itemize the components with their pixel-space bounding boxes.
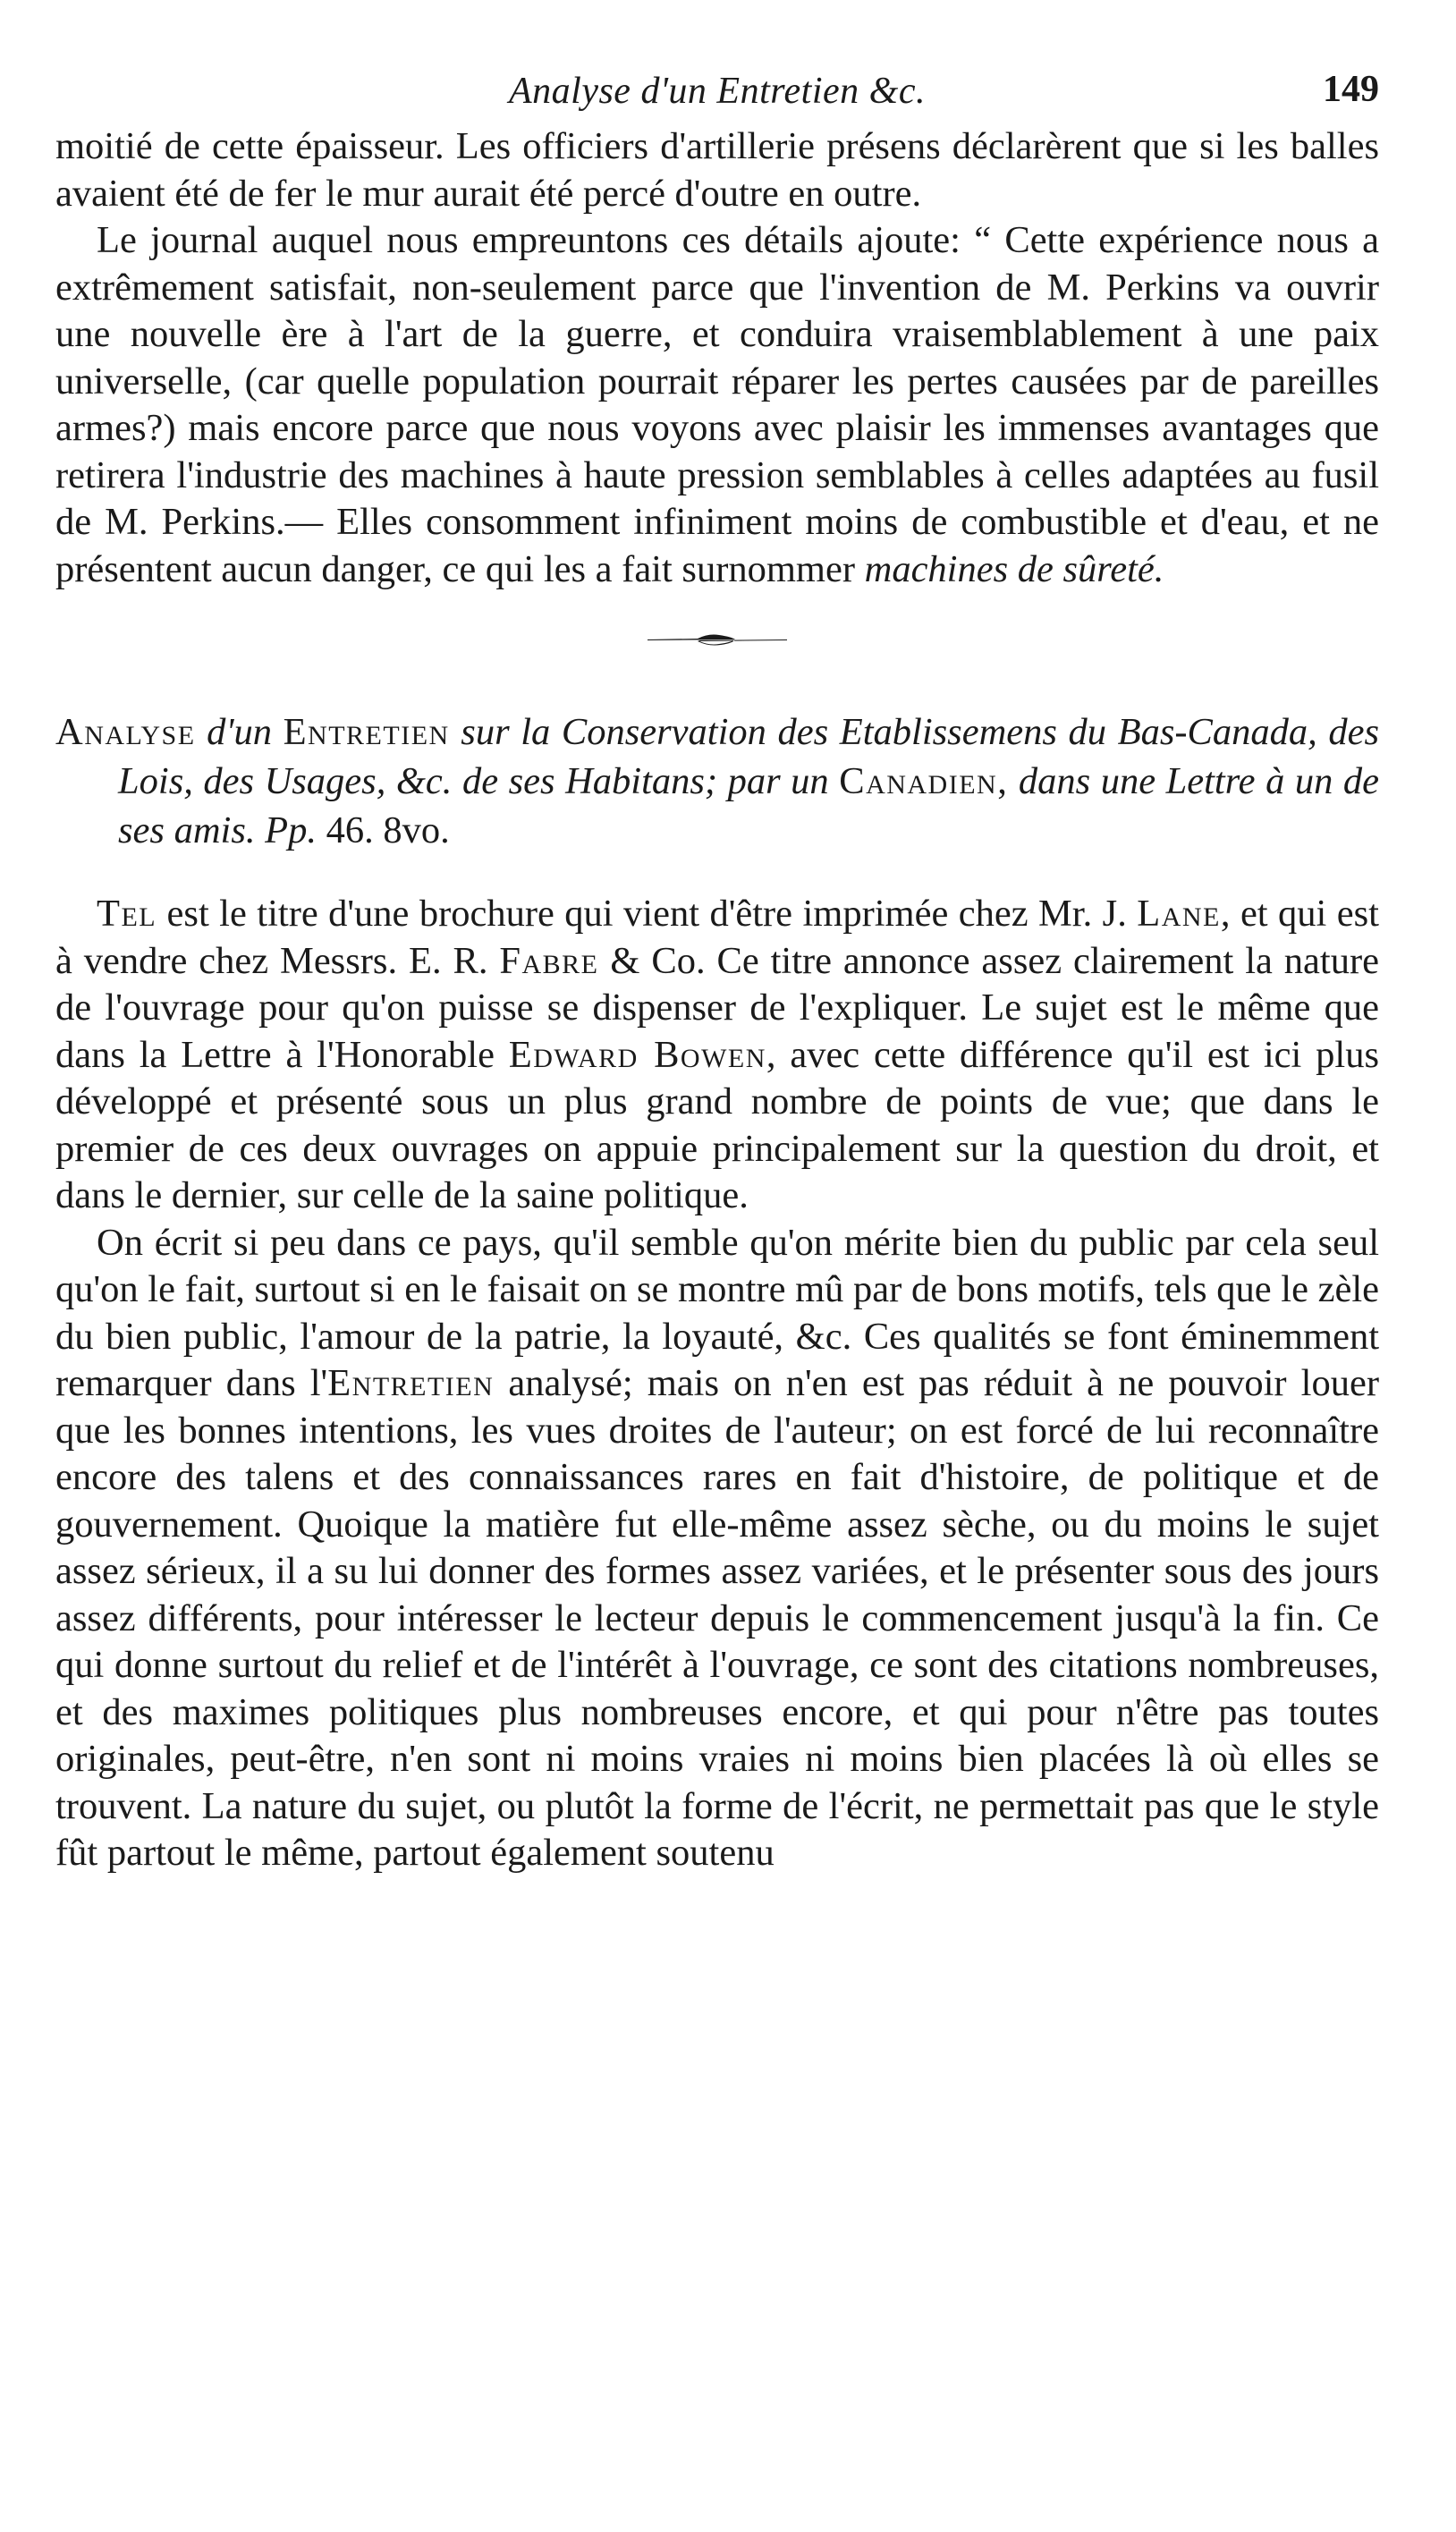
name-lane: Lane <box>1137 893 1221 935</box>
body-1-text-a: est le titre d'une brochure qui vient d'être imprimée chez Mr. J. <box>157 893 1138 935</box>
name-bowen: Edward Bowen <box>508 1033 766 1076</box>
heading-word-dun: d'un <box>207 711 272 753</box>
continuation-text: moitié de cette épaisseur. Les officiers d'artillerie présens déclarèrent que si les balles avaient été de fer le mur aurait été percé d'outre en outre. <box>55 125 1379 215</box>
body-2-text-a: On écrit si peu dans ce pays, qu'il semble qu'on mérite bien du public par cela seul qu'on le fait, surtout si en le faisait on se montre mû par de bons motifs, tels que le zèle du bien public, l'amour de la patrie, la loyauté, &c. Ces qualités se font éminemment remarquer dans l' <box>55 1221 1379 1404</box>
section-divider-ornament <box>646 631 789 648</box>
word-entretien: Entretien <box>327 1362 495 1404</box>
body-1-text-d: , avec cette différence qu'il est ici plus développé et présenté sous un plus grand nombre de points de vue; que dans le premier de ces deux ouvrages on appuie principalement sur la question du droit, et dans le dernier, sur celle de la saine politique. <box>55 1033 1379 1216</box>
quote-italic-end: machines de sûreté. <box>864 547 1164 590</box>
page-number: 149 <box>1323 69 1379 110</box>
body-1-text-b: , et qui est à vendre chez Messrs. E. R. <box>55 893 1379 982</box>
review-heading <box>55 707 1379 855</box>
lead-word: Tel <box>97 893 157 935</box>
heading-title-italic: sur la Conservation des Etablissemens du Bas-Canada, des Lois, des Usages, &c. de ses Habitans; par un <box>118 711 1380 802</box>
heading-pages-format: 46. 8vo. <box>326 809 450 851</box>
book-page <box>55 54 1379 1877</box>
body-paragraph-2 <box>55 1220 1379 1877</box>
name-fabre: Fabre <box>499 939 599 982</box>
running-header <box>55 54 1379 123</box>
body-2-text-b: analysé; mais on n'en est pas réduit à ne pouvoir louer que les bonnes intentions, les vues droites de l'auteur; on est forcé de lui reconnaître encore des talens et des connaissances rares en fait d'histoire, de politique et de gouvernement. Quoique la matière fut elle-même assez sèche, ou du moins le sujet assez sérieux, il a su lui donner des formes assez variées, et le présenter sous des jours assez différents, pour intéresser le lecteur depuis le commencement jusqu'à la fin. Ce qui donne surtout du relief et de l'intérêt à l'ouvrage, ce sont des citations nombreuses, et des maximes politiques plus nombreuses encore, et qui pour n'être pas toutes originales, peut-être, n'en sont ni moins vraies ni moins bien placées là où elles se trouvent. La nature du sujet, ou plutôt la forme de l'écrit, ne permettait pas que le style fût partout le même, partout également soutenu <box>55 1362 1379 1874</box>
quote-text: Le journal auquel nous empreuntons ces détails ajoute: “ Cette expérience nous a extrêmement satisfait, non-seulement parce que l'invention de M. Perkins va ouvrir une nouvelle ère à l'art de la guerre, et conduira vraisemblablement à une paix universelle, (car quelle population pourrait réparer les pertes causées par de pareilles armes?) mais encore parce que nous voyons avec plaisir les immenses avantages que retirera l'industrie des machines à haute pression semblables à celles adaptées au fusil de M. Perkins.— Elles consomment infiniment moins de combustible et d'eau, et ne présentent aucun danger, ce qui les a fait surnommer <box>55 219 1379 590</box>
running-title: Analyse d'un Entretien &c. <box>509 71 926 112</box>
heading-letter-italic: dans une Lettre à un de ses amis. <box>118 760 1380 851</box>
quote-paragraph <box>55 217 1379 593</box>
continuation-paragraph <box>55 123 1379 217</box>
body-paragraph-1 <box>55 891 1379 1220</box>
heading-pp: Pp. <box>265 809 317 851</box>
heading-word-entretien: Entretien <box>283 711 450 753</box>
heading-word-canadien: Canadien, <box>839 760 1009 802</box>
body-1-text-c: & Co. Ce titre annonce assez clairement la nature de l'ouvrage pour qu'on puisse se dispenser de l'expliquer. Le sujet est le même que dans la Lettre à l'Honorable <box>55 939 1379 1076</box>
heading-word-analyse: Analyse <box>55 711 196 753</box>
